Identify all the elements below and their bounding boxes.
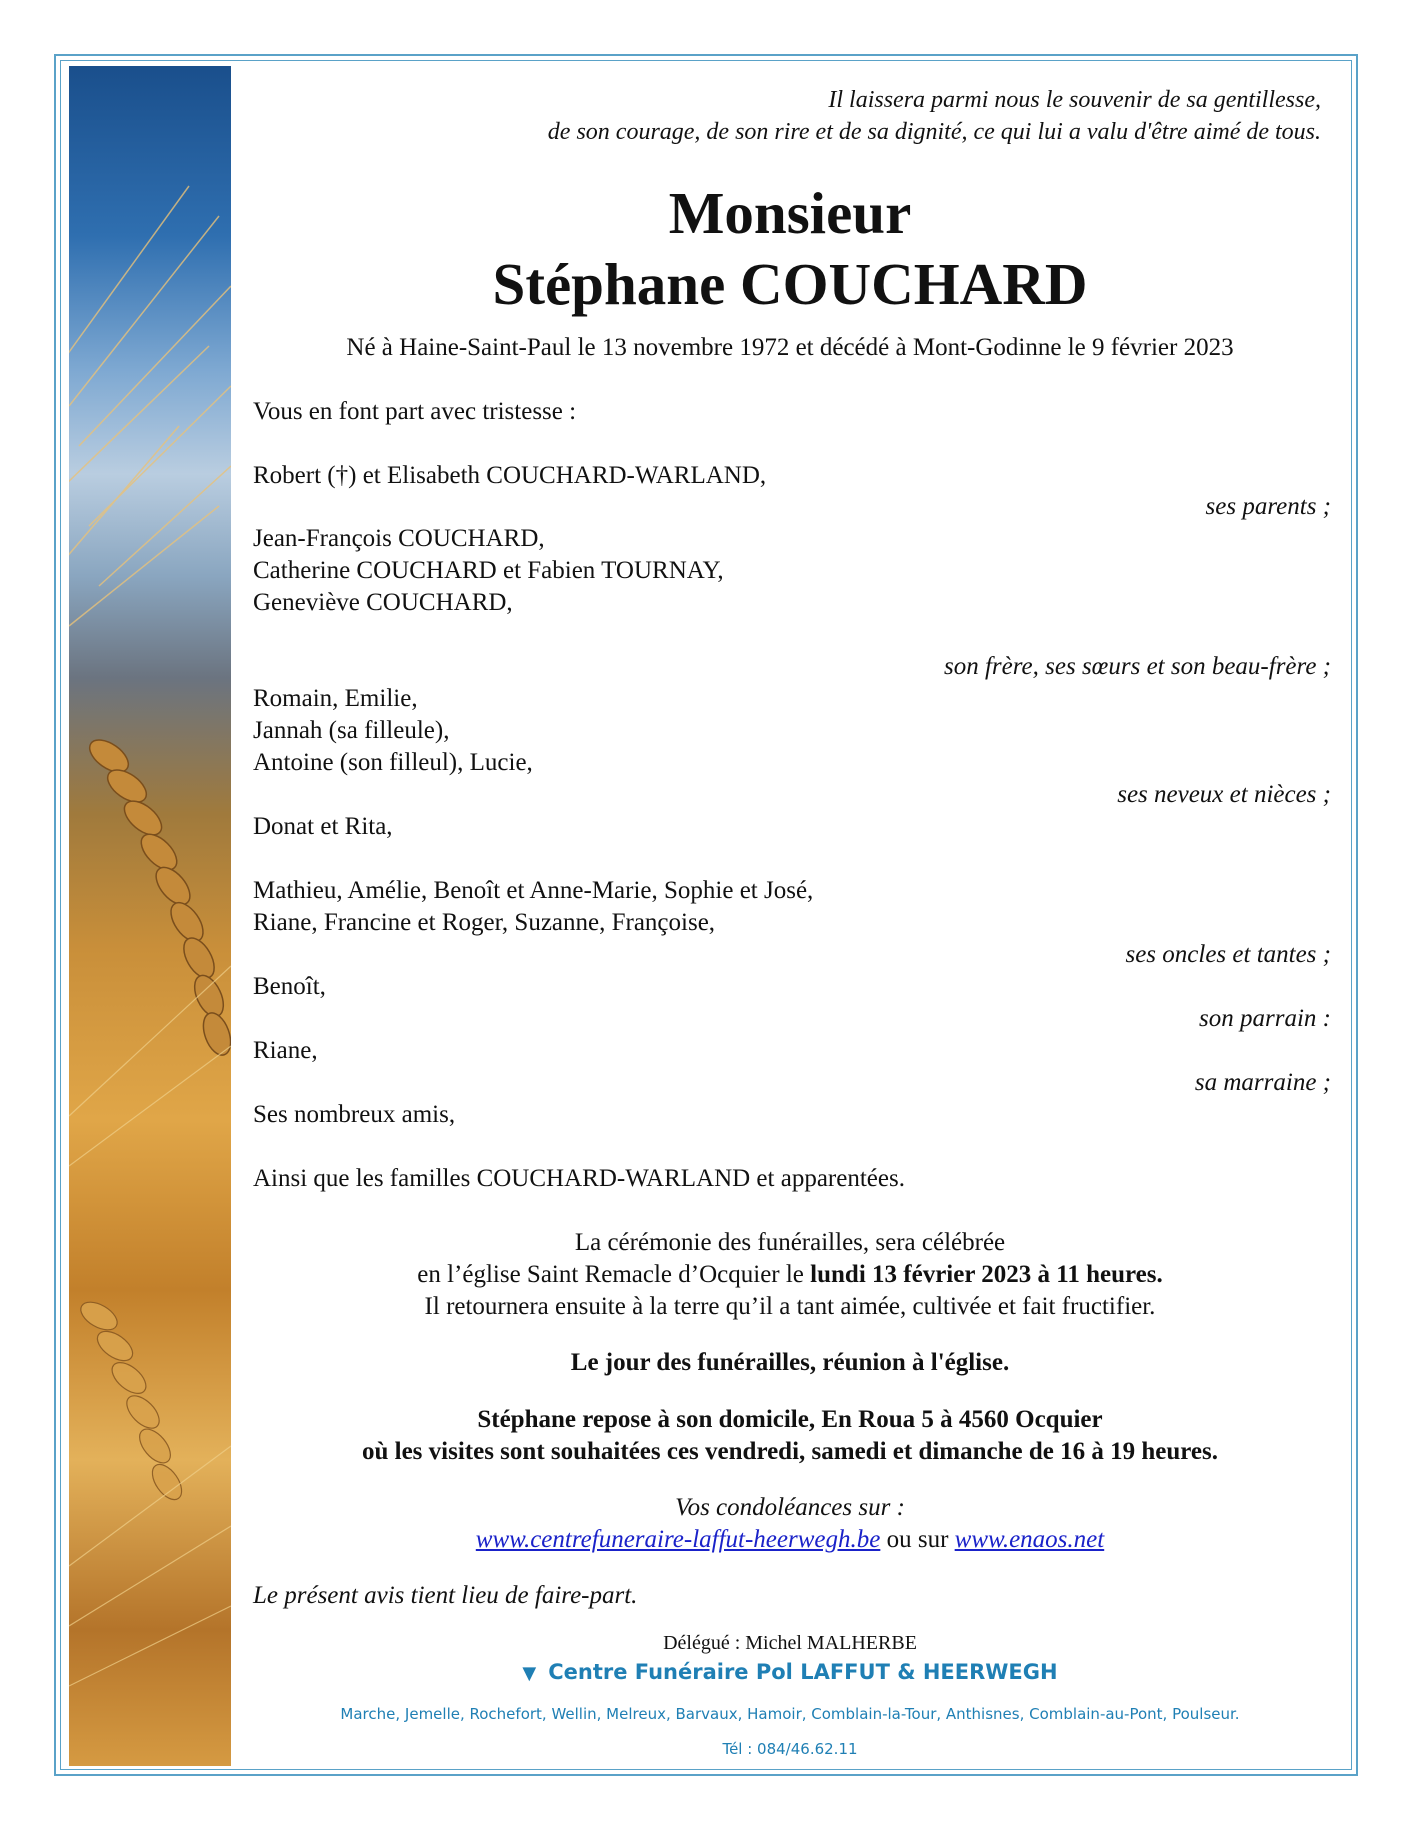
wheat-illustration bbox=[69, 66, 231, 1766]
ceremony-line-1: La cérémonie des funérailles, sera célébrée bbox=[574, 1229, 1006, 1256]
notice-line: Le présent avis tient lieu de faire-part. bbox=[253, 1582, 638, 1609]
triangle-down-icon: ▼ bbox=[522, 1663, 537, 1684]
funeral-home-name: Centre Funéraire Pol LAFFUT & HEERWEGH bbox=[548, 1660, 1058, 1684]
godfather-label: son parrain : bbox=[1199, 1005, 1331, 1032]
opening-quote bbox=[548, 84, 1321, 148]
uncles-line-2: Riane, Francine et Roger, Suzanne, Françoise, bbox=[253, 909, 716, 936]
godmother-name: Riane, bbox=[253, 1037, 318, 1064]
siblings-line-1: Jean-François COUCHARD, bbox=[253, 525, 545, 552]
ceremony-line-2 bbox=[250, 1259, 1330, 1291]
ceremony-location: en l’église Saint Remacle d’Ocquier le bbox=[417, 1261, 811, 1288]
visits-line-2: où les visites sont souhaitées ces vendredi, samedi et dimanche de 16 à 19 heures. bbox=[361, 1438, 1219, 1465]
parents-label: ses parents ; bbox=[1205, 493, 1331, 520]
deceased-name: Stéphane COUCHARD bbox=[492, 251, 1088, 317]
birth-death-line: Né à Haine-Saint-Paul le 13 novembre 1972 et décédé à Mont-Godinne le 9 février 2023 bbox=[346, 334, 1234, 361]
delegate-line: Délégué : Michel MALHERBE bbox=[663, 1632, 917, 1654]
quote-line-2: de son courage, de son rire et de sa dignité, ce qui lui a valu d'être aimé de tous. bbox=[547, 119, 1321, 145]
godfather-name: Benoît, bbox=[253, 973, 326, 1000]
condolences-separator: ou sur bbox=[880, 1526, 955, 1553]
honorific: Monsieur bbox=[668, 180, 912, 246]
wheat-banner-image bbox=[69, 66, 231, 1766]
nephews-line-3: Antoine (son filleul), Lucie, bbox=[253, 749, 533, 776]
uncles-line-1: Mathieu, Amélie, Benoît et Anne-Marie, Sophie et José, bbox=[253, 877, 814, 904]
nephews-line-2: Jannah (sa filleule), bbox=[253, 717, 450, 744]
nephews-label: ses neveux et nièces ; bbox=[1117, 781, 1331, 808]
friends-line: Ses nombreux amis, bbox=[253, 1101, 456, 1128]
godmother-label: sa marraine ; bbox=[1194, 1069, 1331, 1096]
funeral-home-phone: Tél : 084/46.62.11 bbox=[722, 1740, 858, 1758]
families-line: Ainsi que les familles COUCHARD-WARLAND et apparentées. bbox=[253, 1165, 905, 1192]
funeral-home-name-row bbox=[250, 1657, 1330, 1689]
siblings-line-2: Catherine COUCHARD et Fabien TOURNAY, bbox=[253, 557, 724, 584]
donat-line: Donat et Rita, bbox=[253, 813, 393, 840]
ceremony-datetime: lundi 13 février 2023 à 11 heures. bbox=[810, 1261, 1163, 1288]
visits-line-1: Stéphane repose à son domicile, En Roua 5 à 4560 Ocquier bbox=[477, 1406, 1103, 1433]
siblings-line-3: Geneviève COUCHARD, bbox=[253, 589, 513, 616]
condolences-label: Vos condoléances sur : bbox=[675, 1494, 905, 1521]
condolences-link-laffut[interactable]: www.centrefuneraire-laffut-heerwegh.be bbox=[475, 1526, 881, 1553]
parents-names: Robert (†) et Elisabeth COUCHARD-WARLAND, bbox=[253, 462, 767, 489]
reunion-line: Le jour des funérailles, réunion à l'église. bbox=[570, 1349, 1010, 1376]
condolences-link-enaos[interactable]: www.enaos.net bbox=[954, 1526, 1105, 1553]
nephews-line-1: Romain, Emilie, bbox=[253, 685, 418, 712]
condolences-links bbox=[250, 1524, 1330, 1556]
siblings-label: son frère, ses sœurs et son beau-frère ; bbox=[944, 653, 1331, 680]
uncles-label: ses oncles et tantes ; bbox=[1125, 941, 1331, 968]
quote-line-1: Il laissera parmi nous le souvenir de sa gentillesse, bbox=[828, 87, 1321, 113]
intro-line: Vous en font part avec tristesse : bbox=[253, 398, 577, 425]
funeral-home-locations: Marche, Jemelle, Rochefort, Wellin, Melreux, Barvaux, Hamoir, Comblain-la-Tour, Anthisnes, Comblain-au-Pont, Poulseur. bbox=[340, 1705, 1240, 1723]
ceremony-line-3: Il retournera ensuite à la terre qu’il a tant aimée, cultivée et fait fructifier. bbox=[424, 1293, 1156, 1320]
